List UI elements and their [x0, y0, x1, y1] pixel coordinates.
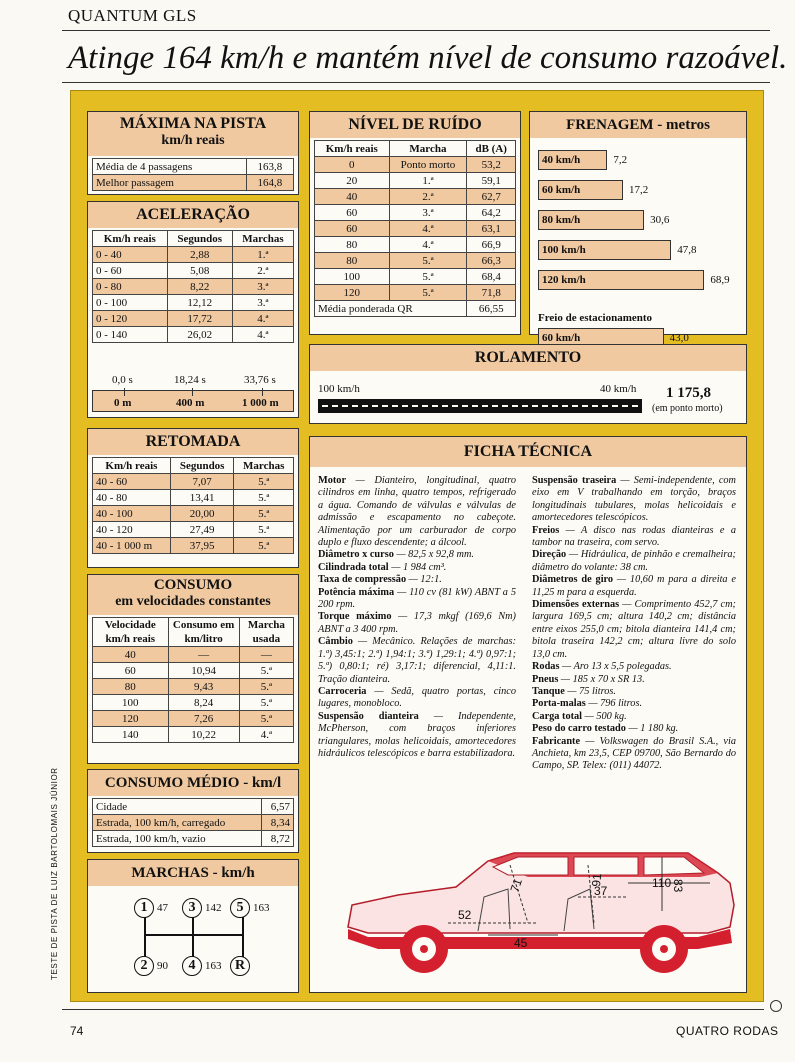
spec-entry [318, 636, 516, 686]
marchas-title: MARCHAS - km/h [88, 860, 298, 886]
spec-key: Suspensão dianteira [318, 710, 419, 722]
spec-value: — 17,3 mkgf (169,6 Nm) ABNT a 3 400 rpm. [318, 611, 516, 635]
table-cell: 0 - 140 [93, 327, 168, 343]
aceleracao-scale [92, 372, 294, 416]
spec-key: Pneus [532, 673, 559, 685]
table-cell: 17,72 [167, 311, 232, 327]
table-cell: 5,08 [167, 263, 232, 279]
consumo-medio-title: CONSUMO MÉDIO - km/l [88, 770, 298, 796]
ficha-box [309, 436, 747, 993]
page-number: 74 [70, 1024, 84, 1038]
spec-key: Rodas [532, 661, 560, 673]
spec-entry [532, 475, 736, 525]
table-row [93, 263, 294, 279]
table-cell: 0 - 80 [93, 279, 168, 295]
spec-entry [318, 475, 516, 549]
gear-speed: 90 [157, 960, 168, 972]
table-cell: 100 [315, 269, 390, 285]
spec-entry [318, 587, 516, 612]
gear-number: 2 [134, 956, 154, 976]
braking-value-3: 47,8 [677, 244, 697, 256]
table-cell: Estrada, 100 km/h, vazio [93, 831, 262, 847]
table-row [315, 157, 516, 173]
spec-entry [532, 686, 736, 698]
table-cell: Estrada, 100 km/h, carregado [93, 815, 262, 831]
table-cell: 8,22 [167, 279, 232, 295]
braking-bar-2: 80 km/h [538, 210, 644, 230]
table-cell: — [168, 647, 239, 663]
table-cell: 63,1 [467, 221, 516, 237]
spec-value: — Comprimento 452,7 cm; largura 169,5 cm; altura 140,2 cm; distância entre eixos 255,0 cm; bitola dianteira 141,4 cm; bitola traseira 142,2 cm; altura livre do solo 13,0 cm. [532, 599, 736, 660]
table-cell: 2.ª [232, 263, 293, 279]
gear-speed: 142 [205, 902, 222, 914]
table-cell: 40 [93, 647, 169, 663]
table-cell: 66,9 [467, 237, 516, 253]
table-cell: 10,94 [168, 663, 239, 679]
spec-entry [532, 549, 736, 574]
column-header: Marcha usada [239, 618, 293, 647]
gear-number: 4 [182, 956, 202, 976]
table-cell: 8,72 [261, 831, 293, 847]
table-cell: 0 [315, 157, 390, 173]
spec-value: — 10,60 m para a direita e 11,25 m para a esquerda. [532, 574, 736, 598]
spec-key: Cilindrada total [318, 561, 389, 573]
estacionamento-label: Freio de estacionamento [538, 312, 653, 324]
table-cell: 40 - 120 [93, 522, 171, 538]
ficha-right-column [532, 475, 736, 773]
column-header: Marchas [234, 458, 294, 474]
table-cell: Cidade [93, 799, 262, 815]
table-cell: 6,57 [261, 799, 293, 815]
spec-key: Peso do carro testado [532, 723, 626, 735]
consumo-box [87, 574, 299, 764]
table-cell: 100 [93, 695, 169, 711]
braking-value-2: 30,6 [650, 214, 670, 226]
table-row [93, 175, 294, 191]
table-cell: 5.ª [239, 663, 293, 679]
table-row [315, 173, 516, 189]
table-cell: 60 [315, 205, 390, 221]
scale-dist-1: 400 m [176, 397, 205, 409]
consumo-medio-table [92, 798, 294, 847]
spec-entry [532, 525, 736, 550]
rolamento-value: 1 175,8 [666, 385, 711, 401]
table-cell: 4.ª [239, 727, 293, 743]
spec-key: Dimensões externas [532, 599, 620, 611]
magazine-name: QUATRO RODAS [676, 1024, 779, 1038]
table-row [93, 159, 294, 175]
spec-value: — 796 litros. [585, 698, 643, 710]
table-row [93, 311, 294, 327]
table-row [315, 285, 516, 301]
column-header: Km/h reais [93, 231, 168, 247]
table-cell: 40 - 100 [93, 506, 171, 522]
ficha-title: FICHA TÉCNICA [310, 437, 746, 467]
gear-speed: 163 [253, 902, 270, 914]
table-cell: 5.ª [389, 253, 467, 269]
table-cell: 164,8 [246, 175, 293, 191]
spec-entry [532, 736, 736, 773]
spec-entry [532, 599, 736, 661]
table-cell: 68,4 [467, 269, 516, 285]
table-row [315, 205, 516, 221]
gear-position [230, 956, 253, 976]
table-cell: 64,2 [467, 205, 516, 221]
table-row [93, 538, 294, 554]
spec-value: — 75 litros. [564, 685, 616, 697]
table-row [93, 295, 294, 311]
gear-speed: 163 [205, 960, 222, 972]
table-cell: 27,49 [170, 522, 234, 538]
table-header-row [93, 458, 294, 474]
spec-value: — 1 180 kg. [625, 723, 679, 735]
scale-time-0: 0,0 s [112, 374, 133, 386]
divider [62, 30, 770, 31]
table-row [93, 679, 294, 695]
table-cell: 20 [315, 173, 390, 189]
table-cell: 5.ª [389, 285, 467, 301]
column-header: Marcha [389, 141, 467, 157]
table-cell: 37,95 [170, 538, 234, 554]
gear-number: R [230, 956, 250, 976]
table-cell: 2.ª [389, 189, 467, 205]
rolamento-title: ROLAMENTO [310, 345, 746, 371]
table-cell: 59,1 [467, 173, 516, 189]
table-cell: 3.ª [232, 295, 293, 311]
dim-label-2: 37 [594, 884, 608, 898]
ruido-title: NÍVEL DE RUÍDO [310, 112, 520, 138]
table-cell: 4.ª [389, 221, 467, 237]
table-cell: 5.ª [234, 506, 294, 522]
dim-label-4: 83 [671, 879, 685, 893]
table-cell: 0 - 60 [93, 263, 168, 279]
table-cell: 60 [93, 663, 169, 679]
braking-value-1: 17,2 [629, 184, 649, 196]
spec-entry [318, 562, 516, 574]
gear-speed: 47 [157, 902, 168, 914]
scale-dist-2: 1 000 m [242, 397, 279, 409]
table-row [93, 490, 294, 506]
table-cell: 1.ª [389, 173, 467, 189]
column-header: Consumo em km/litro [168, 618, 239, 647]
table-cell: 5.ª [234, 522, 294, 538]
spec-value: — 110 cv (81 kW) ABNT a 5 200 rpm. [318, 586, 516, 611]
spec-entry [318, 549, 516, 561]
spec-key: Suspensão traseira [532, 475, 617, 486]
spec-entry [532, 698, 736, 710]
rolamento-from: 100 km/h [318, 383, 360, 395]
footer-divider [62, 1009, 764, 1010]
ruido-table [314, 140, 516, 317]
maxima-subtitle: km/h reais [161, 133, 225, 148]
spec-key: Direção [532, 549, 567, 561]
table-cell: 0 - 100 [93, 295, 168, 311]
spec-key: Potência máxima [318, 586, 395, 598]
table-row [315, 189, 516, 205]
table-row [93, 663, 294, 679]
aceleracao-box [87, 201, 299, 418]
braking-bar-0: 40 km/h [538, 150, 607, 170]
spec-entry [318, 686, 516, 711]
braking-bar-1: 60 km/h [538, 180, 623, 200]
rolamento-to: 40 km/h [600, 383, 637, 395]
rolamento-bar [318, 399, 642, 413]
dim-label-3: 91 [589, 872, 605, 888]
page-marker-icon [770, 1000, 782, 1012]
table-cell: 140 [93, 727, 169, 743]
dim-label-0: 52 [458, 908, 472, 922]
scale-dist-0: 0 m [114, 397, 132, 409]
table-cell: 12,12 [167, 295, 232, 311]
table-cell: 5.ª [239, 695, 293, 711]
spec-value: — 82,5 x 92,8 mm. [393, 549, 474, 561]
table-cell: 4.ª [389, 237, 467, 253]
consumo-table [92, 617, 294, 743]
spec-value: — Independente, McPherson, com braços inferiores triangulares, molas helicoidais, amortecedores hidráulicos telescópicos e barra estabilizadora. [318, 710, 517, 759]
ruido-footer-value: 66,55 [467, 301, 516, 317]
spec-value: — 1 984 cm³. [388, 561, 447, 573]
table-cell: 80 [93, 679, 169, 695]
table-cell: 20,00 [170, 506, 234, 522]
spec-entry [532, 711, 736, 723]
ruido-footer-label: Média ponderada QR [315, 301, 467, 317]
gear-position [134, 956, 168, 976]
table-row [93, 506, 294, 522]
scale-time-2: 33,76 s [244, 374, 276, 386]
table-cell: 5.ª [239, 679, 293, 695]
table-row [93, 711, 294, 727]
dim-label-1: 71 [507, 876, 525, 894]
spec-key: Câmbio [318, 636, 353, 648]
spec-value: — 12:1. [406, 574, 442, 586]
side-credit: TESTE DE PISTA DE LUIZ BARTOLOMAIS JÚNIOR [50, 767, 59, 980]
table-cell: 40 - 80 [93, 490, 171, 506]
spec-key: Diâmetro x curso [318, 549, 394, 561]
table-cell: 120 [93, 711, 169, 727]
spec-entry [532, 661, 736, 673]
table-cell: 7,26 [168, 711, 239, 727]
table-cell: 5.ª [389, 269, 467, 285]
column-header: Segundos [170, 458, 234, 474]
frenagem-chart [530, 112, 746, 344]
divider [62, 82, 770, 83]
braking-value-estacionamento: 43,0 [669, 332, 689, 344]
maxima-title: MÁXIMA NA PISTA [119, 115, 267, 132]
table-cell: 5.ª [239, 711, 293, 727]
spec-value: — Volkswagen do Brasil S.A., via Anchieta, km 23,5, CEP 09700, São Bernardo do Campo, SP. Telex: (011) 44072. [532, 735, 736, 772]
table-cell: 13,41 [170, 490, 234, 506]
column-header: Segundos [167, 231, 232, 247]
table-cell: 4.ª [232, 311, 293, 327]
table-cell: 7,07 [170, 474, 234, 490]
table-row [315, 221, 516, 237]
spec-key: Motor [318, 475, 347, 486]
spec-key: Freios [532, 524, 560, 536]
spec-key: Porta-malas [532, 698, 586, 710]
table-row [315, 237, 516, 253]
retomada-box [87, 428, 299, 568]
aceleracao-table [92, 230, 294, 343]
table-cell: 3.ª [389, 205, 467, 221]
table-row [93, 831, 294, 847]
spec-key: Tanque [532, 685, 565, 697]
table-cell: Média de 4 passagens [93, 159, 247, 175]
headline: Atinge 164 km/h e mantém nível de consumo razoável. [68, 40, 788, 76]
braking-value-4: 68,9 [710, 274, 730, 286]
spec-key: Carroceria [318, 685, 367, 697]
gear-position [182, 898, 222, 918]
table-cell: 40 - 60 [93, 474, 171, 490]
spec-entry [532, 574, 736, 599]
table-cell: 163,8 [246, 159, 293, 175]
column-header: Marchas [232, 231, 293, 247]
ruido-box [309, 111, 521, 335]
table-cell: 120 [315, 285, 390, 301]
spec-entry [318, 611, 516, 636]
spec-entry [532, 674, 736, 686]
table-cell: 40 [315, 189, 390, 205]
scale-time-1: 18,24 s [174, 374, 206, 386]
table-row [93, 327, 294, 343]
retomada-table [92, 457, 294, 554]
frenagem-box [529, 111, 747, 344]
gear-position [230, 898, 270, 918]
table-header-row [315, 141, 516, 157]
table-row [93, 799, 294, 815]
table-row [93, 815, 294, 831]
table-cell: 8,24 [168, 695, 239, 711]
aceleracao-title: ACELERAÇÃO [88, 202, 298, 228]
marchas-box [87, 859, 299, 993]
braking-bar-estacionamento: 60 km/h [538, 328, 664, 348]
consumo-medio-box [87, 769, 299, 853]
table-cell: 66,3 [467, 253, 516, 269]
table-cell: 5.ª [234, 538, 294, 554]
table-cell: 62,7 [467, 189, 516, 205]
braking-bar-4: 120 km/h [538, 270, 704, 290]
table-cell: 2,88 [167, 247, 232, 263]
column-header: Km/h reais [315, 141, 390, 157]
spec-value: — A disco nas rodas dianteiras e a tambor na traseira, com servo. [532, 524, 736, 549]
spec-entry [532, 723, 736, 735]
model-name: QUANTUM GLS [68, 6, 197, 25]
gear-number: 5 [230, 898, 250, 918]
table-cell: 40 - 1 000 m [93, 538, 171, 554]
maxima-box [87, 111, 299, 195]
table-header-row [93, 618, 294, 647]
spec-key: Fabricante [532, 735, 581, 747]
table-cell: 1.ª [232, 247, 293, 263]
table-cell: 80 [315, 237, 390, 253]
column-header: Km/h reais [93, 458, 171, 474]
data-frame [70, 90, 764, 1002]
spec-key: Torque máximo [318, 611, 392, 623]
table-cell: 3.ª [232, 279, 293, 295]
table-cell: 0 - 40 [93, 247, 168, 263]
table-cell: 60 [315, 221, 390, 237]
braking-bar-3: 100 km/h [538, 240, 671, 260]
table-cell: 26,02 [167, 327, 232, 343]
spec-key: Diâmetros de giro [532, 574, 614, 586]
spec-value: — Semi-independente, com eixo em V trabalhando em torção, braços longitudinais tubulares, molas helicoidais e amortecedores telescópicos. [532, 475, 736, 524]
spec-entry [318, 574, 516, 586]
table-row [93, 727, 294, 743]
table-cell: 8,34 [261, 815, 293, 831]
table-row [93, 647, 294, 663]
frenagem-title: FRENAGEM - metros [530, 112, 746, 138]
gear-position [134, 898, 168, 918]
table-cell: 0 - 120 [93, 311, 168, 327]
table-row [93, 695, 294, 711]
spec-value: — Aro 13 x 5,5 polegadas. [559, 661, 672, 673]
table-header-row [93, 231, 294, 247]
gear-position [182, 956, 222, 976]
spec-value: — 500 kg. [582, 710, 627, 722]
retomada-title: RETOMADA [88, 429, 298, 455]
rolamento-box [309, 344, 747, 424]
maxima-table [92, 158, 294, 191]
table-row [315, 253, 516, 269]
consumo-title: CONSUMO [153, 577, 233, 593]
table-cell: 80 [315, 253, 390, 269]
table-cell: 5.ª [234, 490, 294, 506]
table-row [93, 474, 294, 490]
table-cell: 4.ª [232, 327, 293, 343]
table-cell: 53,2 [467, 157, 516, 173]
braking-value-0: 7,2 [613, 154, 628, 166]
table-cell: Ponto morto [389, 157, 467, 173]
ficha-left-column [318, 475, 516, 760]
ruido-footer-row [315, 301, 516, 317]
table-row [93, 279, 294, 295]
table-cell: — [239, 647, 293, 663]
dim-label-5: 110 [652, 876, 672, 890]
consumo-subtitle: em velocidades constantes [115, 594, 271, 609]
spec-value: — Hidráulica, de pinhão e cremalheira; diâmetro do volante: 38 cm. [532, 549, 736, 573]
spec-key: Carga total [532, 710, 583, 722]
column-header: dB (A) [467, 141, 516, 157]
spec-value: — 185 x 70 x SR 13. [558, 673, 645, 685]
table-cell: Melhor passagem [93, 175, 247, 191]
table-cell: 71,8 [467, 285, 516, 301]
spec-value: — Mecânico. Relações de marchas: 1.ª) 3,45:1; 2.ª) 1,94:1; 3.ª) 1,29:1; 4.ª) 0,97:1; 5.ª) 0,80:1; ré) 3,17:1; diferencial, 4,11:1. Tração dianteira. [318, 636, 516, 685]
table-row [93, 247, 294, 263]
spec-value: — Dianteiro, longitudinal, quatro cilindros em linha, quatro tempos, refrigerado a água. Comando de válvulas e válvulas de admissão e escapamento no cabeçote. Alimentação por um carburador de corpo duplo e fluxo descendente; a álcool. [318, 475, 516, 549]
car-diagram [338, 839, 738, 987]
table-row [315, 269, 516, 285]
gear-number: 3 [182, 898, 202, 918]
table-cell: 9,43 [168, 679, 239, 695]
table-cell: 5.ª [234, 474, 294, 490]
dim-label-6: 45 [514, 936, 528, 950]
table-cell: 10,22 [168, 727, 239, 743]
table-row [93, 522, 294, 538]
spec-value: — Sedã, quatro portas, cinco lugares, monobloco. [318, 685, 516, 710]
column-header: Velocidade km/h reais [93, 618, 169, 647]
spec-key: Taxa de compressão [318, 574, 407, 586]
rolamento-note: (em ponto morto) [652, 403, 723, 414]
spec-entry [318, 711, 516, 761]
gear-number: 1 [134, 898, 154, 918]
